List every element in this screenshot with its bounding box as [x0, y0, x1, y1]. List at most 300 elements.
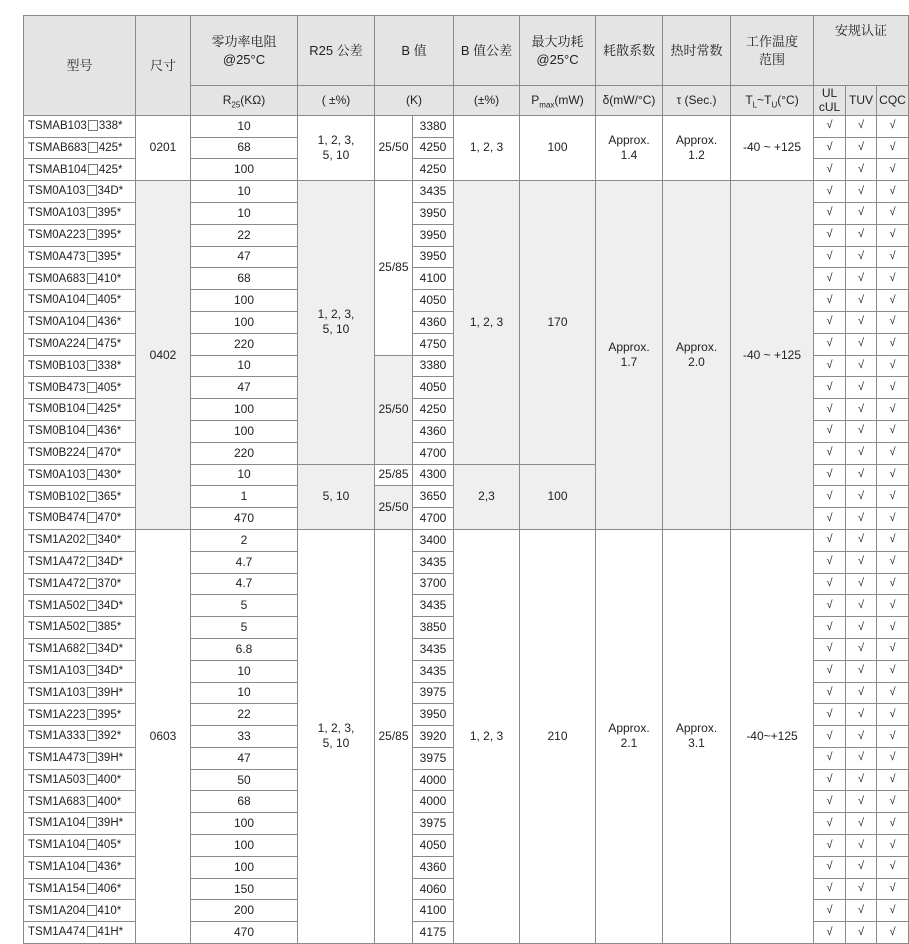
- model-number: [24, 181, 136, 203]
- check-ul: √: [814, 181, 846, 203]
- check-cqc: √: [877, 617, 909, 639]
- check-cqc: √: [877, 791, 909, 813]
- check-cqc: √: [877, 224, 909, 246]
- check-tuv: √: [846, 137, 877, 159]
- tolerance-code-box: [87, 709, 97, 720]
- r25-value: 10: [191, 202, 298, 224]
- r25-value: 10: [191, 355, 298, 377]
- check-ul: √: [814, 573, 846, 595]
- r25-tolerance-line1: 1, 2, 3,: [317, 721, 355, 736]
- check-ul: √: [814, 377, 846, 399]
- r25-value: 150: [191, 878, 298, 900]
- model-prefix: TSM1A474: [28, 926, 86, 939]
- header-model: 型号: [24, 16, 136, 116]
- pmax-cell-sub: 100: [520, 464, 596, 529]
- model-number: [24, 791, 136, 813]
- model-prefix: TSM1A202: [28, 534, 86, 547]
- model-prefix: TSM1A333: [28, 730, 86, 743]
- model-suffix: 425*: [98, 141, 123, 154]
- model-suffix: 425*: [97, 403, 122, 416]
- b-value: 3700: [413, 573, 454, 595]
- b-value: 4250: [413, 399, 454, 421]
- table-row: [24, 529, 909, 551]
- model-prefix: TSMAB103: [28, 119, 87, 132]
- r25-value: 2: [191, 529, 298, 551]
- r25-value: 33: [191, 726, 298, 748]
- time-constant-cell: [663, 529, 731, 943]
- check-tuv: √: [846, 486, 877, 508]
- tolerance-code-box: [87, 294, 97, 305]
- check-tuv: √: [846, 856, 877, 878]
- model-suffix: 385*: [97, 621, 122, 634]
- check-tuv: √: [846, 159, 877, 181]
- check-ul: √: [814, 617, 846, 639]
- model-number: [24, 617, 136, 639]
- check-ul: √: [814, 159, 846, 181]
- model-suffix: 34D*: [97, 664, 124, 677]
- model-prefix: TSM1A104: [28, 861, 86, 874]
- model-number: [24, 595, 136, 617]
- check-tuv: √: [846, 268, 877, 290]
- check-cqc: √: [877, 856, 909, 878]
- b-value: 3950: [413, 202, 454, 224]
- tolerance-code-box: [87, 621, 97, 632]
- check-tuv: √: [846, 333, 877, 355]
- time-constant-line1: Approx.: [675, 340, 718, 355]
- check-cqc: √: [877, 638, 909, 660]
- model-suffix: 470*: [97, 512, 122, 525]
- model-suffix: 370*: [97, 577, 122, 590]
- model-suffix: 406*: [97, 882, 122, 895]
- unit-op-temp: $T_L\sim T_U(^\circ C)$: [731, 86, 814, 116]
- check-tuv: √: [846, 900, 877, 922]
- model-prefix: TSM0B224: [28, 446, 86, 459]
- check-ul: √: [814, 399, 846, 421]
- check-tuv: √: [846, 704, 877, 726]
- check-tuv: √: [846, 399, 877, 421]
- check-ul: √: [814, 856, 846, 878]
- b-value: 3380: [413, 355, 454, 377]
- check-ul: √: [814, 900, 846, 922]
- b-value: 4360: [413, 420, 454, 442]
- model-suffix: 425*: [98, 163, 123, 176]
- b-value: 4100: [413, 268, 454, 290]
- r25-tolerance-cell: [298, 115, 375, 180]
- dissipation-line2: 1.7: [620, 355, 638, 370]
- r25-value: 10: [191, 464, 298, 486]
- check-tuv: √: [846, 638, 877, 660]
- b-type-cell: 25/50: [375, 355, 413, 464]
- time-constant-line1: Approx.: [675, 721, 718, 736]
- pmax-cell: 100: [520, 115, 596, 180]
- model-prefix: TSM0B473: [28, 381, 86, 394]
- check-tuv: √: [846, 617, 877, 639]
- header-row: [24, 16, 909, 86]
- model-prefix: TSM1A204: [28, 904, 86, 917]
- model-prefix: TSM1A103: [28, 664, 86, 677]
- r25-tolerance-line2: 5, 10: [322, 736, 350, 751]
- model-number: [24, 900, 136, 922]
- model-number: [24, 311, 136, 333]
- check-tuv: √: [846, 181, 877, 203]
- b-value: 4750: [413, 333, 454, 355]
- model-prefix: TSM0A223: [28, 228, 86, 241]
- model-suffix: 400*: [97, 773, 122, 786]
- model-number: [24, 486, 136, 508]
- check-cqc: √: [877, 181, 909, 203]
- model-suffix: 400*: [97, 795, 122, 808]
- tolerance-code-box: [87, 578, 97, 589]
- tolerance-code-box: [87, 534, 97, 545]
- b-value: 4050: [413, 835, 454, 857]
- check-tuv: √: [846, 202, 877, 224]
- unit-time-constant: τ (Sec.): [663, 86, 731, 116]
- model-suffix: 395*: [97, 228, 122, 241]
- r25-value: 470: [191, 508, 298, 530]
- model-number: [24, 638, 136, 660]
- r25-value: 4.7: [191, 551, 298, 573]
- model-number: [24, 420, 136, 442]
- check-ul: √: [814, 529, 846, 551]
- model-suffix: 430*: [97, 468, 122, 481]
- check-ul: √: [814, 464, 846, 486]
- r25-value: 100: [191, 311, 298, 333]
- r25-value: 47: [191, 747, 298, 769]
- check-tuv: √: [846, 573, 877, 595]
- b-value: 4300: [413, 464, 454, 486]
- unit-b-value: (K): [375, 86, 454, 116]
- check-cqc: √: [877, 769, 909, 791]
- r25-tolerance-cell-sub: 5, 10: [298, 464, 375, 529]
- r25-value: 22: [191, 224, 298, 246]
- b-value: 3380: [413, 115, 454, 137]
- check-ul: √: [814, 704, 846, 726]
- r25-value: 470: [191, 922, 298, 944]
- r25-value: 10: [191, 115, 298, 137]
- check-tuv: √: [846, 464, 877, 486]
- r25-value: 68: [191, 137, 298, 159]
- header-b-tol: B 值公差: [454, 16, 520, 86]
- b-value: 4700: [413, 508, 454, 530]
- dissipation-line1: Approx.: [608, 132, 650, 147]
- check-ul: √: [814, 922, 846, 944]
- check-cqc: √: [877, 355, 909, 377]
- model-prefix: TSM0A103: [28, 185, 86, 198]
- b-value: 3650: [413, 486, 454, 508]
- model-number: [24, 442, 136, 464]
- check-tuv: √: [846, 290, 877, 312]
- model-number: [24, 726, 136, 748]
- header-b-value: B 值: [375, 16, 454, 86]
- tolerance-code-box: [87, 207, 97, 218]
- check-cqc: √: [877, 137, 909, 159]
- model-prefix: TSM1A154: [28, 882, 86, 895]
- check-cqc: √: [877, 268, 909, 290]
- b-value: 4700: [413, 442, 454, 464]
- check-ul: √: [814, 115, 846, 137]
- model-number: [24, 137, 136, 159]
- check-ul: √: [814, 442, 846, 464]
- b-value: 4250: [413, 159, 454, 181]
- check-ul: √: [814, 224, 846, 246]
- header-safety-label: 安规认证: [835, 23, 888, 38]
- tolerance-code-box: [87, 382, 97, 393]
- model-number: [24, 246, 136, 268]
- model-number: [24, 813, 136, 835]
- check-cqc: √: [877, 420, 909, 442]
- dissipation-line1: Approx.: [608, 721, 650, 736]
- check-tuv: √: [846, 922, 877, 944]
- model-prefix: TSM1A473: [28, 752, 86, 765]
- model-prefix: TSM0A224: [28, 337, 86, 350]
- model-suffix: 338*: [98, 119, 123, 132]
- r25-value: 68: [191, 268, 298, 290]
- model-prefix: TSM0B104: [28, 403, 86, 416]
- model-prefix: TSM0A103: [28, 207, 86, 220]
- tolerance-code-box: [87, 905, 97, 916]
- dissipation-line2: 2.1: [620, 736, 638, 751]
- model-number: [24, 290, 136, 312]
- tolerance-code-box: [87, 251, 97, 262]
- b-value: 3950: [413, 704, 454, 726]
- check-tuv: √: [846, 355, 877, 377]
- dissipation-line2: 1.4: [620, 147, 638, 162]
- model-number: [24, 159, 136, 181]
- check-cqc: √: [877, 704, 909, 726]
- model-suffix: 395*: [97, 250, 122, 263]
- size-cell: 0402: [136, 181, 191, 530]
- tolerance-code-box: [87, 883, 97, 894]
- check-tuv: √: [846, 442, 877, 464]
- r25-value: 10: [191, 181, 298, 203]
- tolerance-code-box: [87, 491, 97, 502]
- model-prefix: TSM0B474: [28, 512, 86, 525]
- header-time-constant: 热时常数: [663, 16, 731, 86]
- model-prefix: TSM0A473: [28, 250, 86, 263]
- b-value: 3975: [413, 682, 454, 704]
- header-safety: [814, 16, 909, 86]
- header-ul-line1: UL: [821, 86, 838, 100]
- check-cqc: √: [877, 442, 909, 464]
- check-cqc: √: [877, 726, 909, 748]
- check-ul: √: [814, 551, 846, 573]
- check-tuv: √: [846, 311, 877, 333]
- model-suffix: 340*: [97, 534, 122, 547]
- tolerance-code-box: [87, 425, 97, 436]
- model-suffix: 338*: [97, 359, 122, 372]
- check-cqc: √: [877, 682, 909, 704]
- check-tuv: √: [846, 115, 877, 137]
- tolerance-code-box: [88, 120, 98, 131]
- check-tuv: √: [846, 791, 877, 813]
- b-value: 4100: [413, 900, 454, 922]
- model-number: [24, 377, 136, 399]
- model-prefix: TSM1A683: [28, 795, 86, 808]
- check-tuv: √: [846, 747, 877, 769]
- model-suffix: 436*: [97, 861, 122, 874]
- time-constant-line2: 1.2: [688, 147, 705, 162]
- model-suffix: 405*: [97, 381, 122, 394]
- model-number: [24, 878, 136, 900]
- dissipation-line1: Approx.: [608, 340, 650, 355]
- model-number: [24, 551, 136, 573]
- header-dissipation: 耗散系数: [596, 16, 663, 86]
- tolerance-code-box: [87, 774, 97, 785]
- b-value: 4050: [413, 290, 454, 312]
- model-number: [24, 202, 136, 224]
- check-tuv: √: [846, 769, 877, 791]
- b-value: 3975: [413, 813, 454, 835]
- model-number: [24, 682, 136, 704]
- header-r25-tol: R25 公差: [298, 16, 375, 86]
- model-prefix: TSM1A104: [28, 839, 86, 852]
- b-tolerance-cell: 1, 2, 3: [454, 529, 520, 943]
- check-cqc: √: [877, 813, 909, 835]
- model-suffix: 436*: [97, 316, 122, 329]
- check-tuv: √: [846, 835, 877, 857]
- model-prefix: TSM0A104: [28, 316, 86, 329]
- check-cqc: √: [877, 747, 909, 769]
- model-suffix: 475*: [97, 337, 122, 350]
- check-cqc: √: [877, 115, 909, 137]
- r25-value: 22: [191, 704, 298, 726]
- tolerance-code-box: [87, 447, 97, 458]
- model-number: [24, 115, 136, 137]
- b-type-cell: 25/50: [375, 115, 413, 180]
- dissipation-cell: [596, 529, 663, 943]
- model-suffix: 470*: [97, 446, 122, 459]
- model-number: [24, 464, 136, 486]
- tolerance-code-box: [87, 926, 97, 937]
- check-tuv: √: [846, 682, 877, 704]
- model-number: [24, 224, 136, 246]
- model-number: [24, 704, 136, 726]
- r25-value: 47: [191, 246, 298, 268]
- r25-value: 5: [191, 617, 298, 639]
- op-temp-cell: -40~+125: [731, 529, 814, 943]
- tolerance-code-box: [87, 273, 97, 284]
- op-temp-cell: -40 ~ +125: [731, 181, 814, 530]
- model-number: [24, 573, 136, 595]
- check-cqc: √: [877, 660, 909, 682]
- model-suffix: 365*: [97, 490, 122, 503]
- check-tuv: √: [846, 377, 877, 399]
- r25-value: 5: [191, 595, 298, 617]
- model-number: [24, 268, 136, 290]
- b-value: 3975: [413, 747, 454, 769]
- model-prefix: TSMAB104: [28, 163, 87, 176]
- model-prefix: TSM1A502: [28, 599, 86, 612]
- check-ul: √: [814, 333, 846, 355]
- check-cqc: √: [877, 290, 909, 312]
- b-value: 3920: [413, 726, 454, 748]
- b-value: 4250: [413, 137, 454, 159]
- check-cqc: √: [877, 159, 909, 181]
- time-constant-cell: [663, 115, 731, 180]
- check-ul: √: [814, 660, 846, 682]
- r25-value: 100: [191, 856, 298, 878]
- header-pmax-line1: 最大功耗: [531, 33, 584, 49]
- check-ul: √: [814, 246, 846, 268]
- r25-tolerance-line2: 5, 10: [322, 322, 350, 337]
- model-prefix: TSM1A472: [28, 577, 86, 590]
- model-prefix: TSM1A104: [28, 817, 86, 830]
- model-prefix: TSM0A683: [28, 272, 86, 285]
- b-value: 4060: [413, 878, 454, 900]
- unit-pmax: $P_{max}(mW)$: [520, 86, 596, 116]
- check-ul: √: [814, 769, 846, 791]
- b-value: 4000: [413, 769, 454, 791]
- b-value: 3435: [413, 638, 454, 660]
- check-cqc: √: [877, 377, 909, 399]
- header-pmax: [520, 16, 596, 86]
- model-suffix: 436*: [97, 425, 122, 438]
- check-cqc: √: [877, 399, 909, 421]
- b-value: 4050: [413, 377, 454, 399]
- check-ul: √: [814, 290, 846, 312]
- check-ul: √: [814, 137, 846, 159]
- header-tuv: TUV: [846, 86, 877, 116]
- model-suffix: 405*: [97, 294, 122, 307]
- r25-value: 100: [191, 290, 298, 312]
- b-tolerance-cell: 1, 2, 3: [454, 115, 520, 180]
- r25-value: 6.8: [191, 638, 298, 660]
- model-prefix: TSM1A103: [28, 686, 86, 699]
- model-suffix: 392*: [97, 730, 122, 743]
- dissipation-cell: [596, 115, 663, 180]
- model-prefix: TSM0A103: [28, 468, 86, 481]
- check-cqc: √: [877, 508, 909, 530]
- check-tuv: √: [846, 551, 877, 573]
- r25-value: 100: [191, 813, 298, 835]
- b-value: 4000: [413, 791, 454, 813]
- r25-value: 100: [191, 835, 298, 857]
- header-size: 尺寸: [136, 16, 191, 116]
- model-suffix: 41H*: [97, 926, 124, 939]
- check-ul: √: [814, 638, 846, 660]
- pmax-cell: 210: [520, 529, 596, 943]
- tolerance-code-box: [87, 185, 97, 196]
- r25-value: 220: [191, 333, 298, 355]
- header-r25-line1: 零功率电阻: [211, 33, 277, 49]
- model-prefix: TSM1A472: [28, 555, 86, 568]
- b-type-cell: 25/85: [375, 529, 413, 943]
- check-ul: √: [814, 355, 846, 377]
- model-number: [24, 529, 136, 551]
- check-cqc: √: [877, 246, 909, 268]
- tolerance-code-box: [87, 839, 97, 850]
- table-row: [24, 115, 909, 137]
- b-value: 3435: [413, 660, 454, 682]
- model-suffix: 34D*: [97, 599, 124, 612]
- time-constant-line2: 2.0: [688, 355, 705, 370]
- check-ul: √: [814, 202, 846, 224]
- tolerance-code-box: [87, 316, 97, 327]
- size-cell: 0603: [136, 529, 191, 943]
- model-prefix: TSM0B104: [28, 425, 86, 438]
- model-number: [24, 660, 136, 682]
- r25-value: 50: [191, 769, 298, 791]
- r25-tolerance-line1: 1, 2, 3,: [317, 132, 355, 147]
- r25-value: 100: [191, 420, 298, 442]
- check-cqc: √: [877, 464, 909, 486]
- time-constant-cell: [663, 181, 731, 530]
- model-suffix: 39H*: [97, 686, 124, 699]
- header-op-temp: [731, 16, 814, 86]
- model-prefix: TSM0A104: [28, 294, 86, 307]
- check-ul: √: [814, 813, 846, 835]
- header-pmax-line2: @25°C: [536, 51, 579, 67]
